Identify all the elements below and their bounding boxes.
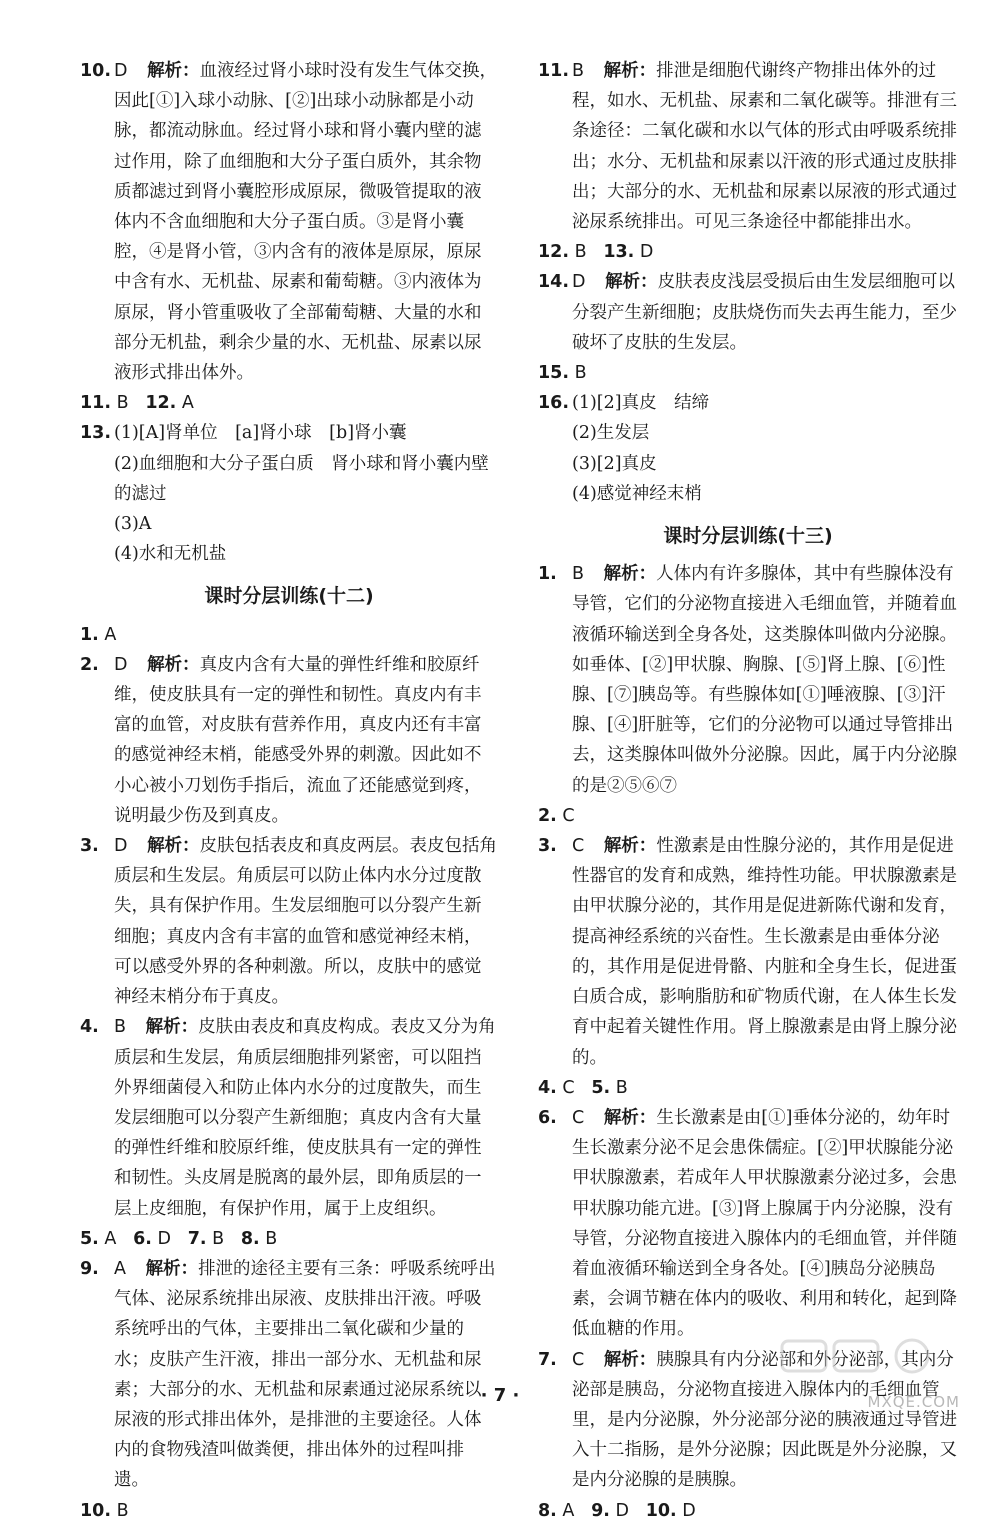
answer-choice: D xyxy=(572,272,586,293)
question-number: 8. xyxy=(538,1500,557,1521)
analysis-label: 解析： xyxy=(603,61,657,81)
left-column xyxy=(80,56,498,1526)
answer-choice: B xyxy=(265,1228,278,1249)
answer-choice: D xyxy=(615,1500,629,1521)
analysis-label: 解析： xyxy=(603,1107,657,1128)
analysis-text: 排泄是细胞代谢终产物排出体外的过程，如水、无机盐、尿素和二氧化碳等。排泄有三条途径：二氧化碳和水以气体的形式由呼吸系统排出；水分、无机盐和尿素以汗液的形式通过皮肤排出；大部分的水、无机盐和尿素以尿液的形式通过泌尿系统排出。可见三条途径中都能排出水。 xyxy=(572,61,957,233)
analysis-label: 解析： xyxy=(603,1349,657,1370)
answer-choice: B xyxy=(615,1077,628,1098)
question-number: 11. xyxy=(80,393,112,414)
sub-answer: (3)[2]真皮 xyxy=(572,453,657,474)
question-number: 7. xyxy=(538,1349,557,1370)
question-number: 5. xyxy=(591,1077,611,1098)
answer-choice: C xyxy=(572,836,585,857)
answer-line xyxy=(80,620,498,650)
question-number: 16. xyxy=(538,393,570,414)
answer-choice: B xyxy=(116,393,129,414)
question-number: 1. xyxy=(538,564,557,585)
question-number: 8. xyxy=(240,1228,260,1249)
analysis-label: 解析： xyxy=(147,654,200,675)
question-item xyxy=(80,418,498,448)
question-item xyxy=(538,1103,958,1345)
analysis-text: 皮肤由表皮和真皮构成。表皮又分为角质层和生发层，角质层细胞排列紧密，可以阻挡外界细菌侵入和防止体内水分的过度散失，而生发层细胞可以分裂产生新细胞；真皮内含有大量的弹性纤维和胶原纤维，使皮肤具有一定的弹性和韧性。头皮屑是脱离的最外层，即角质层的一层上皮细胞，有保护作用，属于上皮组织。 xyxy=(114,1017,496,1219)
analysis-label: 解析： xyxy=(147,61,200,81)
question-item xyxy=(538,831,958,1073)
question-number: 13. xyxy=(603,242,635,263)
question-item xyxy=(538,388,958,418)
page-number: · 7 · xyxy=(480,1385,520,1406)
question-number: 11. xyxy=(538,61,570,81)
answer-choice: B xyxy=(116,1500,129,1521)
question-number: 7. xyxy=(187,1228,207,1249)
analysis-text: 皮肤表皮浅层受损后由生发层细胞可以分裂产生新细胞；皮肤烧伤而失去再生能力，至少破坏了皮肤的生发层。 xyxy=(572,272,957,353)
sub-answer: (1)[A]肾单位 [a]肾小球 [b]肾小囊 xyxy=(114,423,407,444)
sub-answer: (2)血细胞和大分子蛋白质 肾小球和肾小囊内壁的滤过 xyxy=(114,453,489,504)
analysis-label: 解析： xyxy=(603,836,657,857)
sub-answer: (1)[2]真皮 结缔 xyxy=(572,393,710,414)
sub-answer: (3)A xyxy=(114,514,152,535)
question-item xyxy=(80,831,498,1012)
question-number: 10. xyxy=(80,1500,112,1521)
question-item xyxy=(538,56,958,237)
question-number: 14. xyxy=(538,272,570,293)
answer-choice: C xyxy=(572,1107,585,1128)
question-number: 4. xyxy=(538,1077,557,1098)
watermark-text: MXQE.COM xyxy=(867,1393,960,1411)
question-number: 4. xyxy=(80,1017,99,1038)
answer-choice: D xyxy=(114,654,128,675)
answer-line xyxy=(538,1073,958,1103)
question-item xyxy=(80,1254,498,1496)
answer-choice: B xyxy=(212,1228,225,1249)
question-item xyxy=(80,56,498,388)
right-column xyxy=(538,56,958,1526)
question-number: 9. xyxy=(80,1258,99,1279)
analysis-text: 皮肤包括表皮和真皮两层。表皮包括角质层和生发层。角质层可以防止体内水分过度散失，具有保护作用。生发层细胞可以分裂产生新细胞；真皮内含有丰富的血管和感觉神经末梢，可以感受外界的各种刺激。所以，皮肤中的感觉神经末梢分布于真皮。 xyxy=(114,836,498,1008)
question-number: 2. xyxy=(538,805,557,826)
answer-line xyxy=(80,388,498,418)
answer-line xyxy=(538,801,958,831)
sub-answer: (4)感觉神经末梢 xyxy=(572,483,702,504)
question-number: 3. xyxy=(538,836,557,857)
answer-choice: B xyxy=(114,1017,127,1038)
analysis-text: 性激素是由性腺分泌的，其作用是促进性器官的发育和成熟，维持性功能。甲状腺激素是由甲状腺分泌的，其作用是促进新陈代谢和发育，提高神经系统的兴奋性。生长激素是由垂体分泌的，其作用是促进骨骼、内脏和全身生长，促进蛋白质合成，影响脂肪和矿物质代谢，在人体生长发育中起着关键性作用。肾上腺激素是由肾上腺分泌的。 xyxy=(572,836,957,1068)
answer-line xyxy=(538,358,958,388)
question-number: 3. xyxy=(80,836,99,857)
question-item xyxy=(80,650,498,831)
answer-choice: C xyxy=(572,1349,585,1370)
answer-choice: D xyxy=(157,1228,171,1249)
section-heading: 课时分层训练(十三) xyxy=(663,525,833,548)
answer-choice: D xyxy=(114,61,128,81)
question-number: 10. xyxy=(645,1500,677,1521)
analysis-text: 血液经过肾小球时没有发生气体交换，因此[①]入球小动脉、[②]出球小动脉都是小动脉，都流动脉血。经过肾小球和肾小囊内壁的滤过作用，除了血细胞和大分子蛋白质外，其余物质都滤过到肾小囊腔形成原尿，微吸管提取的液体内不含血细胞和大分子蛋白质。③是肾小囊腔，④是肾小管，③内含有的液体是原尿，原尿中含有水、无机盐、尿素和葡萄糖。③内液体为原尿，肾小管重吸收了全部葡萄糖、大量的水和部分无机盐，剩余少量的水、无机盐、尿素以尿液形式排出体外。 xyxy=(114,61,498,384)
question-number: 9. xyxy=(591,1500,610,1521)
question-number: 15. xyxy=(538,363,570,384)
answer-choice: B xyxy=(572,61,585,81)
answer-choice: A xyxy=(562,1500,575,1521)
answer-choice: D xyxy=(639,242,654,263)
answer-choice: A xyxy=(104,1228,117,1249)
section-heading: 课时分层训练(十二) xyxy=(204,585,374,608)
answer-choice: B xyxy=(572,564,585,585)
answer-line xyxy=(80,1496,498,1526)
question-number: 13. xyxy=(80,423,112,444)
analysis-text: 胰腺具有内分泌部和外分泌部，其内分泌部是胰岛，分泌物直接进入腺体内的毛细血管里，是内分泌腺，外分泌部分泌的胰液通过导管进入十二指肠，是外分泌腺；因此既是外分泌腺，又是内分泌腺的是胰腺。 xyxy=(572,1349,957,1491)
analysis-label: 解析： xyxy=(145,1258,199,1279)
analysis-label: 解析： xyxy=(605,272,658,293)
question-number: 5. xyxy=(80,1228,99,1249)
question-number: 10. xyxy=(80,61,112,81)
answer-choice: B xyxy=(574,242,587,263)
answer-choice: D xyxy=(682,1500,696,1521)
analysis-text: 生长激素是由[①]垂体分泌的，幼年时生长激素分泌不足会患侏儒症。[②]甲状腺能分泌甲状腺激素，若成年人甲状腺激素分泌过多，会患甲状腺功能亢进。[③]肾上腺属于内分泌腺，没有导管，分泌物直接进入腺体内的毛细血管，并伴随着血液循环输送到全身各处。[④]胰岛分泌胰岛素，会调节糖在体内的吸收、利用和转化，起到降低血糖的作用。 xyxy=(572,1107,957,1340)
analysis-label: 解析： xyxy=(603,564,657,585)
analysis-text: 真皮内含有大量的弹性纤维和胶原纤维，使皮肤具有一定的弹性和韧性。真皮内有丰富的血管，对皮肤有营养作用，真皮内还有丰富的感觉神经末梢，能感受外界的刺激。因此如不小心被小刀划伤手指后，流血了还能感觉到疼，说明最少伤及到真皮。 xyxy=(114,654,482,826)
analysis-label: 解析： xyxy=(147,836,200,857)
question-item xyxy=(538,267,958,358)
analysis-text: 排泄的途径主要有三条：呼吸系统呼出气体、泌尿系统排出尿液、皮肤排出汗液。呼吸系统呼出的气体，主要排出二氧化碳和少量的水；皮肤产生汗液，排出一部分水、无机盐和尿素；大部分的水、无机盐和尿素通过泌尿系统以尿液的形式排出体外，是排泄的主要途径。人体内的食物残渣叫做粪便，排出体外的过程叫排遗。 xyxy=(114,1258,496,1491)
answer-choice: C xyxy=(562,1077,575,1098)
answer-choice: A xyxy=(104,624,117,645)
answer-line xyxy=(538,237,958,267)
question-number: 6. xyxy=(133,1228,152,1249)
answer-choice: B xyxy=(574,363,587,384)
question-number: 6. xyxy=(538,1107,557,1128)
question-item xyxy=(80,1012,498,1223)
answer-line xyxy=(80,1224,498,1254)
question-number: 12. xyxy=(145,393,177,414)
question-item xyxy=(538,559,958,801)
answer-line xyxy=(538,1496,958,1526)
sub-answer: (4)水和无机盐 xyxy=(114,544,227,565)
sub-answer: (2)生发层 xyxy=(572,423,650,444)
question-number: 1. xyxy=(80,624,99,645)
answer-choice: A xyxy=(181,393,194,414)
answer-choice: D xyxy=(114,836,128,857)
analysis-text: 人体内有许多腺体，其中有些腺体没有导管，它们的分泌物直接进入毛细血管，并随着血液循环输送到全身各处，这类腺体叫做内分泌腺。如垂体、[②]甲状腺、胸腺、[⑤]肾上腺、[⑥]性腺、[⑦]胰岛等。有些腺体如[①]唾液腺、[③]汗腺、[④]肝脏等，它们的分泌物可以通过导管排出去，这类腺体叫做外分泌腺。因此，属于内分泌腺的是②⑤⑥⑦ xyxy=(572,564,957,796)
question-number: 12. xyxy=(538,242,570,263)
answer-choice: A xyxy=(114,1258,126,1279)
analysis-label: 解析： xyxy=(145,1017,199,1038)
question-number: 2. xyxy=(80,654,99,675)
answer-choice: C xyxy=(562,805,575,826)
